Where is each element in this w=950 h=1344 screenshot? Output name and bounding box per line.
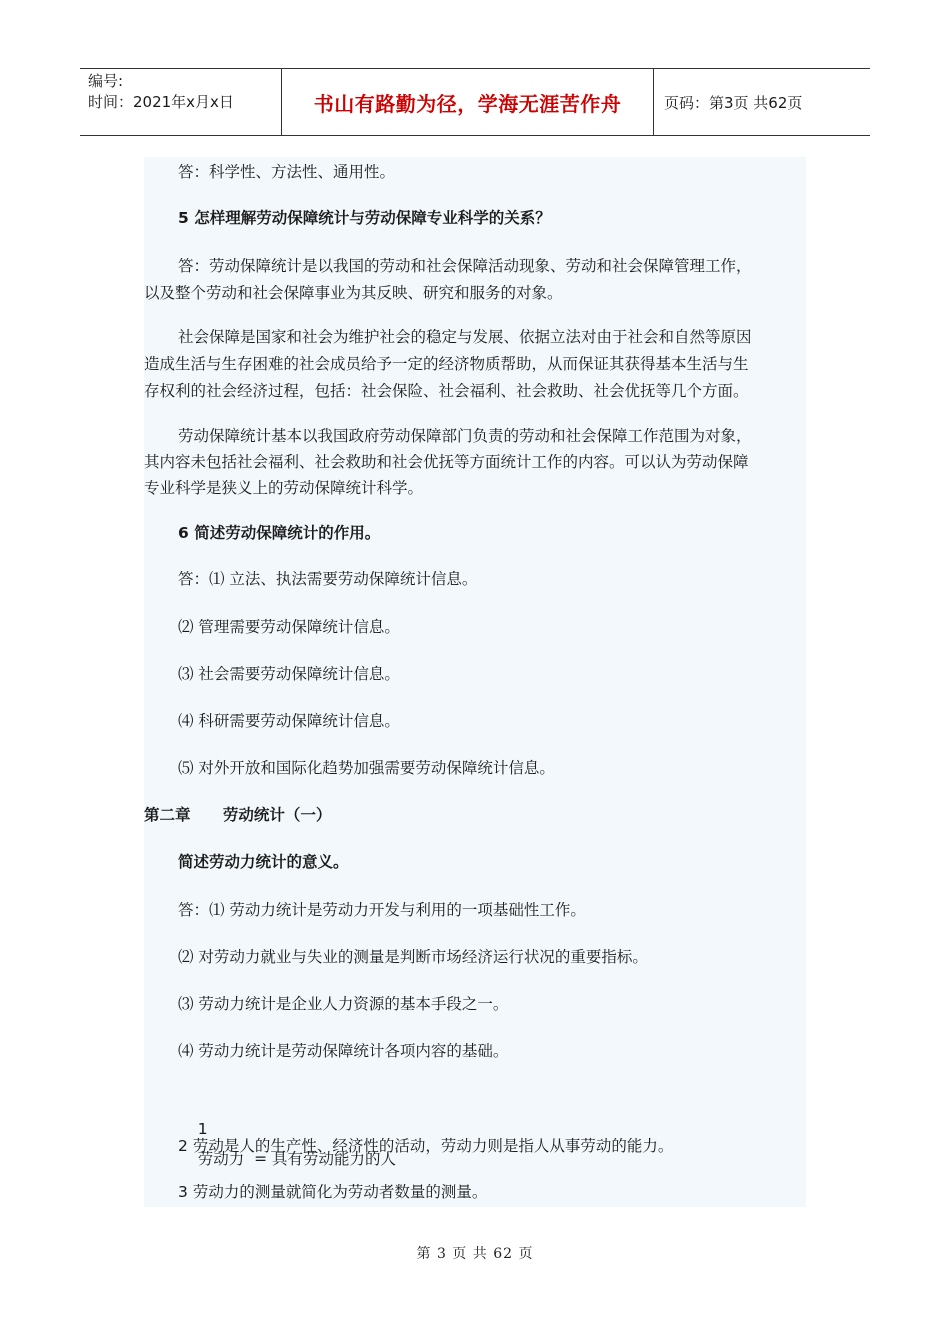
question-5: [144, 203, 806, 233]
answer-line: 社会保障是国家和社会为维护社会的稳定与发展、依据立法对由于社会和自然等原因: [178, 328, 752, 346]
question-7: 简述劳动力统计的意义。: [178, 853, 349, 871]
list-item: 答：⑴ 劳动力统计是劳动力开发与利用的一项基础性工作。: [178, 901, 586, 919]
answer-line: 以及整个劳动和社会保障事业为其反映、研究和服务的对象。: [144, 284, 563, 302]
note-2: [144, 1131, 806, 1161]
list-item: ⑷ 科研需要劳动保障统计信息。: [178, 712, 400, 730]
header-meta: [80, 69, 282, 135]
note-text: 劳动力 = 具有劳动能力的人: [197, 1150, 396, 1168]
answer-line: 造成生活与生存困难的社会成员给予一定的经济物质帮助，从而保证其获得基本生活与生: [144, 355, 749, 373]
answer-paragraph: 答：科学性、方法性、通用性。: [178, 163, 396, 181]
list-item: 答：⑴ 立法、执法需要劳动保障统计信息。: [178, 570, 478, 588]
answer-line: 其内容未包括社会福利、社会救助和社会优抚等方面统计工作的内容。可以认为劳动保障: [144, 453, 749, 471]
note-text: 劳动力的测量就简化为劳动者数量的测量。: [192, 1183, 488, 1201]
motto: 书山有路勤为径，学海无涯苦作舟: [313, 91, 622, 116]
note-text: 劳动是人的生产性、经济性的活动，劳动力则是指人从事劳动的能力。: [192, 1137, 674, 1155]
question-text: 简述劳动保障统计的作用。: [194, 524, 381, 542]
note-number: 1: [197, 1120, 208, 1138]
answer-line: 答：劳动保障统计是以我国的劳动和社会保障活动现象、劳动和社会保障管理工作，: [178, 257, 752, 275]
note-number: 3: [178, 1183, 188, 1201]
list-item: ⑵ 对劳动力就业与失业的测量是判断市场经济运行状况的重要指标。: [178, 948, 648, 966]
page-info: 页码：第3页 共62页: [664, 93, 803, 112]
question-number: 5: [178, 209, 189, 227]
note-number: 2: [178, 1137, 188, 1155]
header-page-info: [654, 69, 870, 135]
time-label: 时间：2021年x月x日: [88, 93, 234, 111]
answer-line: 劳动保障统计基本以我国政府劳动保障部门负责的劳动和社会保障工作范围为对象，: [178, 427, 752, 445]
list-item: ⑸ 对外开放和国际化趋势加强需要劳动保障统计信息。: [178, 759, 555, 777]
list-item: ⑶ 劳动力统计是企业人力资源的基本手段之一。: [178, 995, 509, 1013]
list-item: ⑶ 社会需要劳动保障统计信息。: [178, 665, 400, 683]
list-item: ⑷ 劳动力统计是劳动保障统计各项内容的基础。: [178, 1042, 509, 1060]
number-label: 编号:: [88, 72, 124, 90]
note-3: [144, 1177, 806, 1207]
question-6: [144, 518, 806, 548]
page-footer: 第 3 页 共 62 页: [416, 1246, 534, 1262]
document-body: [144, 157, 806, 1207]
chapter-heading: 第二章 劳动统计（一）: [144, 806, 332, 824]
answer-line: 存权利的社会经济过程，包括：社会保险、社会福利、社会救助、社会优抚等几个方面。: [144, 382, 749, 400]
list-item: ⑵ 管理需要劳动保障统计信息。: [178, 618, 400, 636]
header-motto-cell: [282, 69, 654, 135]
question-text: 怎样理解劳动保障统计与劳动保障专业科学的关系？: [194, 209, 551, 227]
question-number: 6: [178, 524, 189, 542]
page-header: [80, 68, 870, 136]
answer-line: 专业科学是狭义上的劳动保障统计科学。: [144, 479, 424, 497]
